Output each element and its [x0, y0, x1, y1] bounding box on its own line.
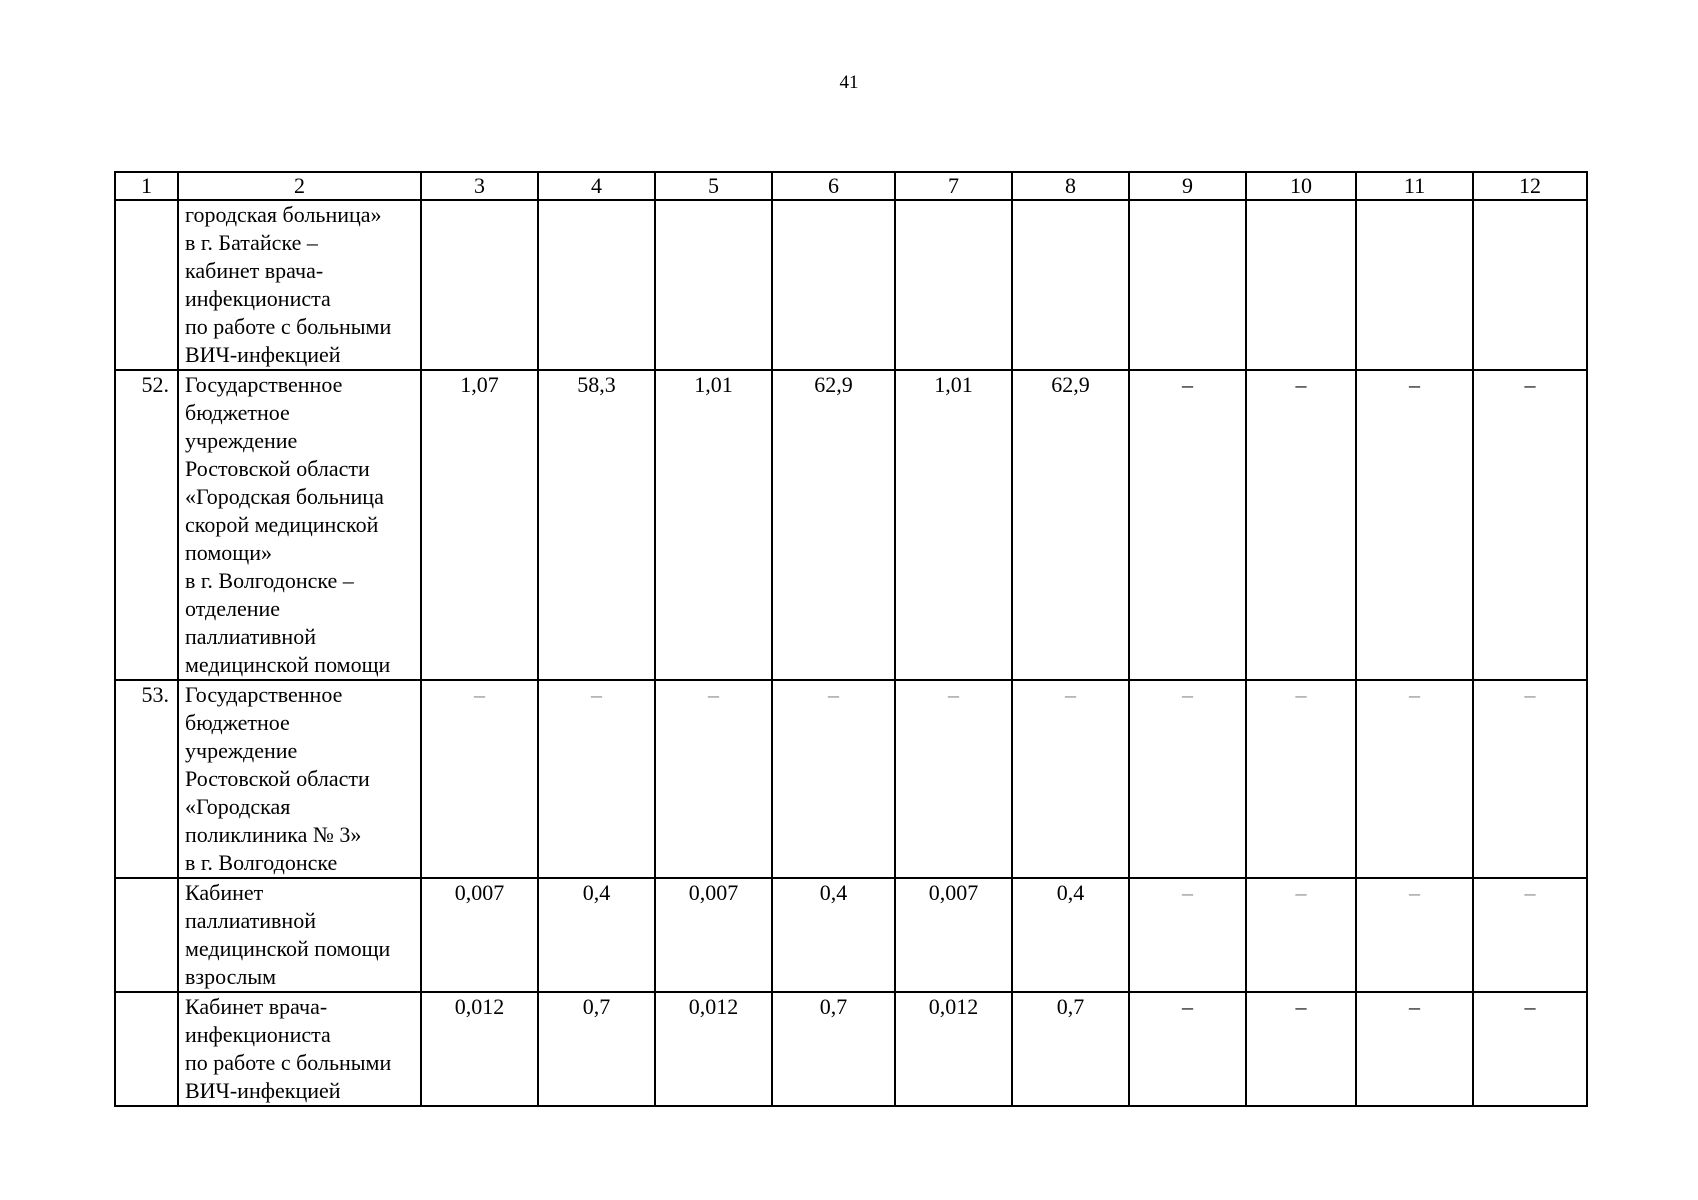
- table-cell: –: [1356, 992, 1473, 1106]
- page-number: 41: [839, 72, 859, 93]
- institution-name: Кабинет паллиативной медицинской помощи взрослым: [178, 878, 421, 992]
- table-cell: [421, 200, 538, 370]
- column-header: 7: [895, 172, 1012, 200]
- column-header: 12: [1473, 172, 1587, 200]
- table-cell: [1356, 200, 1473, 370]
- institution-name: Государственное бюджетное учреждение Ростовской области «Городская поликлиника № 3» в г. Волгодонске: [178, 680, 421, 878]
- table-cell: 62,9: [772, 370, 895, 680]
- table-cell: –: [1129, 992, 1246, 1106]
- table-cell: 0,007: [895, 878, 1012, 992]
- column-header: 11: [1356, 172, 1473, 200]
- table-cell: –: [1356, 680, 1473, 878]
- institution-name: Кабинет врача- инфекциониста по работе с больными ВИЧ-инфекцией: [178, 992, 421, 1106]
- table-cell: –: [1473, 992, 1587, 1106]
- table-cell: 1,01: [895, 370, 1012, 680]
- row-index: [115, 878, 178, 992]
- table-cell: 0,7: [772, 992, 895, 1106]
- table-cell: –: [1473, 370, 1587, 680]
- table-cell: [655, 200, 772, 370]
- table-cell: 0,4: [772, 878, 895, 992]
- table-cell: –: [538, 680, 655, 878]
- table-row: [115, 992, 1587, 1106]
- table-cell: [895, 200, 1012, 370]
- row-index: 52.: [115, 370, 178, 680]
- table-cell: 0,012: [895, 992, 1012, 1106]
- table-cell: –: [772, 680, 895, 878]
- table-cell: 0,012: [655, 992, 772, 1106]
- table-cell: 1,01: [655, 370, 772, 680]
- header-row: [115, 172, 1587, 200]
- column-header: 6: [772, 172, 895, 200]
- table-cell: 0,7: [538, 992, 655, 1106]
- table-cell: 0,012: [421, 992, 538, 1106]
- table-cell: [1246, 200, 1356, 370]
- table-cell: 0,4: [1012, 878, 1129, 992]
- column-header: 3: [421, 172, 538, 200]
- row-index: 53.: [115, 680, 178, 878]
- row-index: [115, 200, 178, 370]
- institution-name: Государственное бюджетное учреждение Ростовской области «Городская больница скорой медицинской помощи» в г. Волгодонске – отделение паллиативной медицинской помощи: [178, 370, 421, 680]
- table-cell: 58,3: [538, 370, 655, 680]
- table-cell: –: [1356, 370, 1473, 680]
- table-row: [115, 680, 1587, 878]
- table-cell: –: [1356, 878, 1473, 992]
- table-cell: –: [1473, 878, 1587, 992]
- column-header: 8: [1012, 172, 1129, 200]
- table-row: [115, 878, 1587, 992]
- column-header: 1: [115, 172, 178, 200]
- column-header: 2: [178, 172, 421, 200]
- table-cell: –: [1246, 992, 1356, 1106]
- table-row: [115, 200, 1587, 370]
- table-cell: 0,4: [538, 878, 655, 992]
- table-cell: 1,07: [421, 370, 538, 680]
- table-cell: –: [421, 680, 538, 878]
- table-cell: 0,007: [421, 878, 538, 992]
- table-cell: 0,7: [1012, 992, 1129, 1106]
- table-cell: –: [895, 680, 1012, 878]
- table-cell: –: [1129, 878, 1246, 992]
- column-header: 5: [655, 172, 772, 200]
- table-cell: –: [1473, 680, 1587, 878]
- table-cell: [538, 200, 655, 370]
- column-header: 10: [1246, 172, 1356, 200]
- table-cell: 0,007: [655, 878, 772, 992]
- table-cell: [1012, 200, 1129, 370]
- column-header: 9: [1129, 172, 1246, 200]
- table-cell: [1473, 200, 1587, 370]
- table-cell: –: [1012, 680, 1129, 878]
- row-index: [115, 992, 178, 1106]
- institution-name: городская больница» в г. Батайске – кабинет врача- инфекциониста по работе с больными ВИЧ-инфекцией: [178, 200, 421, 370]
- table-row: [115, 370, 1587, 680]
- data-table: [114, 171, 1588, 1107]
- table-cell: [1129, 200, 1246, 370]
- table-cell: –: [1246, 878, 1356, 992]
- table-cell: [772, 200, 895, 370]
- column-header: 4: [538, 172, 655, 200]
- table-cell: –: [1129, 680, 1246, 878]
- table-cell: –: [655, 680, 772, 878]
- table-cell: 62,9: [1012, 370, 1129, 680]
- table-cell: –: [1129, 370, 1246, 680]
- table-cell: –: [1246, 370, 1356, 680]
- table-cell: –: [1246, 680, 1356, 878]
